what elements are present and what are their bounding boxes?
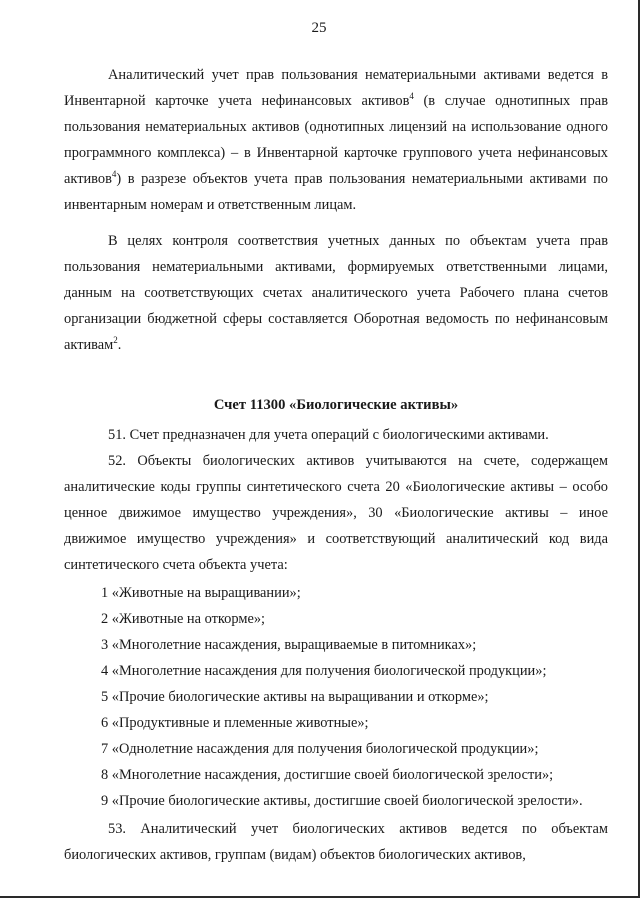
list-item: 4 «Многолетние насаждения для получения биологической продукции»;: [101, 663, 547, 679]
list-item: 7 «Однолетние насаждения для получения биологической продукции»;: [101, 741, 539, 757]
section-heading: Счет 11300 «Биологические активы»: [213, 397, 459, 413]
paragraph-text: В целях контроля соответствия учетных данных по объектам учета прав пользования нематериальными активами, формируемых ответственными лицами, данным на соответствующих счетах аналитического учета Рабочего плана счетов организации бюджетной сферы составляется Оборотная ведомость по нефинансовым активам: [64, 233, 608, 353]
page-number: 25: [311, 20, 327, 36]
list-item: 9 «Прочие биологические активы, достигшие своей биологической зрелости».: [101, 793, 583, 809]
list-item: 5 «Прочие биологические активы на выращивании и откорме»;: [101, 689, 489, 705]
footnote-reference: 4: [409, 91, 414, 102]
paragraph-52: 52. Объекты биологических активов учитываются на счете, содержащем аналитические коды группы синтетического счета 20 «Биологические активы – особо ценное движимое имущество учреждения», 30 «Биологические активы – иное движимое имущество учреждения» и соответствующий аналитический код вида синтетического счета объекта учета:: [64, 453, 608, 573]
footnote-reference: 2: [113, 335, 118, 346]
paragraph-text: .: [117, 337, 122, 353]
list-item: 8 «Многолетние насаждения, достигшие своей биологической зрелости»;: [101, 767, 554, 783]
paragraph-text: ) в разрезе объектов учета прав пользования нематериальными активами по инвентарным номерам и ответственным лицам.: [64, 171, 608, 213]
footnote-reference: 4: [111, 169, 117, 180]
list-item: 1 «Животные на выращивании»;: [101, 585, 301, 601]
list-item: 3 «Многолетние насаждения, выращиваемые в питомниках»;: [101, 637, 477, 653]
analytic-code-list: [64, 580, 608, 814]
paragraph-text: Аналитический учет прав пользования нематериальными активами ведется в Инвентарной карточке учета нефинансовых активов: [64, 67, 608, 109]
list-item: 6 «Продуктивные и племенные животные»;: [101, 715, 369, 731]
document-body: [64, 62, 608, 868]
paragraph-control-turnover-statement: [64, 228, 608, 358]
list-item: 2 «Животные на откорме»;: [101, 611, 266, 627]
paragraph-intangible-rights-accounting: [64, 62, 608, 218]
paragraph-51: 51. Счет предназначен для учета операций с биологическими активами.: [108, 427, 549, 443]
paragraph-53: 53. Аналитический учет биологических активов ведется по объектам биологических активов, группам (видам) объектов биологических активов,: [64, 821, 608, 863]
paragraph-text: (в случае однотипных прав пользования нематериальных активов (однотипных лицензий на использование одного программного комплекса) – в Инвентарной карточке группового учета нефинансовых активов: [64, 93, 608, 187]
